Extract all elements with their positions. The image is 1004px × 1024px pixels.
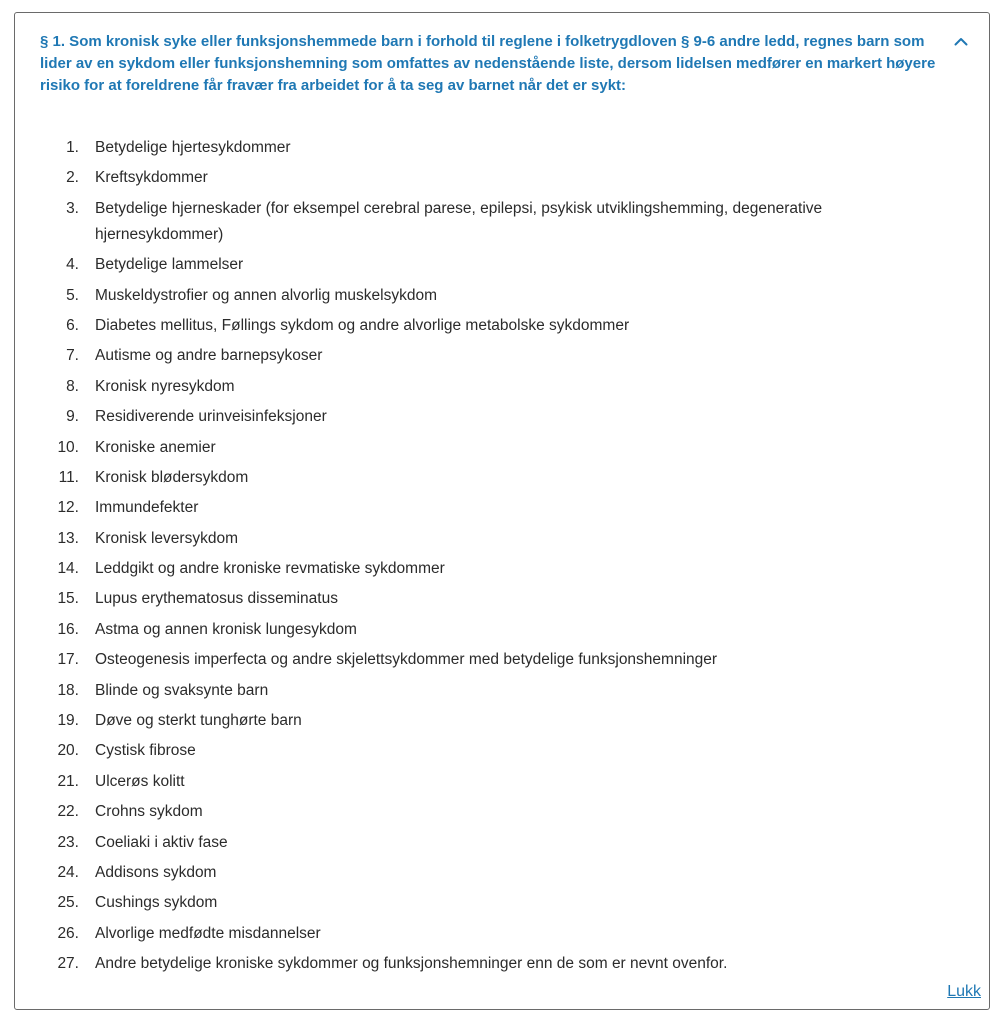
list-item-text: Døve og sterkt tunghørte barn <box>95 712 302 730</box>
list-item-number: 25. <box>57 894 79 912</box>
list-item-number: 22. <box>57 803 79 821</box>
list-item-number: 18. <box>57 681 79 699</box>
list-item-text: Addisons sykdom <box>95 863 217 881</box>
list-item <box>15 163 989 193</box>
list-item <box>15 797 989 827</box>
list-item <box>15 463 989 493</box>
list-item <box>15 133 989 163</box>
list-item <box>15 615 989 645</box>
list-item-number: 26. <box>57 924 79 942</box>
list-item <box>15 554 989 584</box>
list-item-number: 13. <box>57 529 79 547</box>
close-link[interactable]: Lukk <box>947 983 981 1000</box>
list-item-number: 20. <box>57 742 79 760</box>
list-item <box>15 372 989 402</box>
list-item-number: 3. <box>66 199 79 217</box>
list-item <box>15 828 989 858</box>
list-item-number: 7. <box>66 347 79 365</box>
list-item-number: 2. <box>66 169 79 187</box>
list-item-text: Diabetes mellitus, Føllings sykdom og andre alvorlige metabolske sykdommer <box>95 316 630 334</box>
list-item-text: Andre betydelige kroniske sykdommer og funksjonshemninger enn de som er nevnt ovenfor. <box>95 955 728 973</box>
list-item-text: Betydelige hjerneskader (for eksempel cerebral parese, epilepsi, psykisk utviklingshemming, degenerative hjernesykdommer) <box>95 199 823 243</box>
list-item <box>15 676 989 706</box>
list-item-text: Cystisk fibrose <box>95 742 196 760</box>
list-item-number: 21. <box>57 772 79 790</box>
list-item-number: 9. <box>66 408 79 426</box>
list-item-text: Muskeldystrofier og annen alvorlig muskelsykdom <box>95 286 438 304</box>
list-item-number: 14. <box>57 560 79 578</box>
list-item-text: Autisme og andre barnepsykoser <box>95 347 323 365</box>
list-item-number: 19. <box>57 712 79 730</box>
list-item-text: Osteogenesis imperfecta og andre skjelettsykdommer med betydelige funksjonshemninger <box>95 651 718 669</box>
list-item-text: Leddgikt og andre kroniske revmatiske sykdommer <box>95 560 445 578</box>
list-item-number: 12. <box>57 499 79 517</box>
list-item-number: 24. <box>57 863 79 881</box>
list-item <box>15 949 989 979</box>
list-item-text: Lupus erythematosus disseminatus <box>95 590 338 608</box>
list-item-text: Kronisk nyresykdom <box>95 377 235 395</box>
list-item-number: 4. <box>66 256 79 274</box>
list-item-number: 27. <box>57 955 79 973</box>
list-item-number: 1. <box>66 139 79 156</box>
list-item-text: Kronisk blødersykdom <box>95 468 249 486</box>
list-item <box>15 341 989 371</box>
list-item-text: Crohns sykdom <box>95 803 203 821</box>
list-item-number: 15. <box>57 590 79 608</box>
list-item-number: 23. <box>57 833 79 851</box>
list-item-text: Alvorlige medfødte misdannelser <box>95 924 321 942</box>
list-item <box>15 433 989 463</box>
list-item-number: 11. <box>58 468 79 486</box>
list-item <box>15 645 989 675</box>
list-item-text: Blinde og svaksynte barn <box>95 681 269 699</box>
list-item <box>15 493 989 523</box>
list-item-number: 10. <box>57 438 79 456</box>
list-item <box>15 524 989 554</box>
list-item-text: Kronisk leversykdom <box>95 529 238 547</box>
section-heading[interactable]: § 1. Som kronisk syke eller funksjonshemmede barn i forhold til reglene i folketrygdloven § 9-6 andre ledd, regnes barn som lider av en sykdom eller funksjonshemning som omfattes av nedenstående liste, dersom lidelsen medfører en markert høyere risiko for at foreldrene får fravær fra arbeidet for å ta seg av barnet når det er sykt: <box>40 33 936 94</box>
list-item-number: 6. <box>66 316 79 334</box>
list-item <box>15 402 989 432</box>
list-item-text: Coeliaki i aktiv fase <box>95 833 228 851</box>
list-item-text: Kroniske anemier <box>95 438 216 456</box>
list-item <box>15 767 989 797</box>
list-item <box>15 194 989 250</box>
list-item-text: Astma og annen kronisk lungesykdom <box>95 620 357 638</box>
list-item-text: Residiverende urinveisinfeksjoner <box>95 408 327 426</box>
list-item <box>15 736 989 766</box>
expandable-section-panel <box>14 12 990 1010</box>
list-item <box>15 584 989 614</box>
list-item-text: Cushings sykdom <box>95 894 218 912</box>
list-item <box>15 706 989 736</box>
list-item-number: 17. <box>57 651 79 669</box>
condition-list <box>15 133 989 980</box>
list-item <box>15 311 989 341</box>
list-item-text: Betydelige lammelser <box>95 256 244 274</box>
list-item <box>15 281 989 311</box>
list-item <box>15 858 989 888</box>
list-item-number: 16. <box>57 620 79 638</box>
list-item-number: 5. <box>66 286 79 304</box>
list-item <box>15 250 989 280</box>
section-header[interactable] <box>40 31 968 97</box>
list-item-text: Immundefekter <box>95 499 199 517</box>
list-item-text: Kreftsykdommer <box>95 169 208 187</box>
list-item-text: Ulcerøs kolitt <box>95 772 185 790</box>
list-item <box>15 888 989 918</box>
list-item <box>15 919 989 949</box>
chevron-up-icon[interactable] <box>950 31 972 51</box>
list-item-number: 8. <box>66 377 79 395</box>
list-item-text: Betydelige hjertesykdommer <box>95 139 291 156</box>
